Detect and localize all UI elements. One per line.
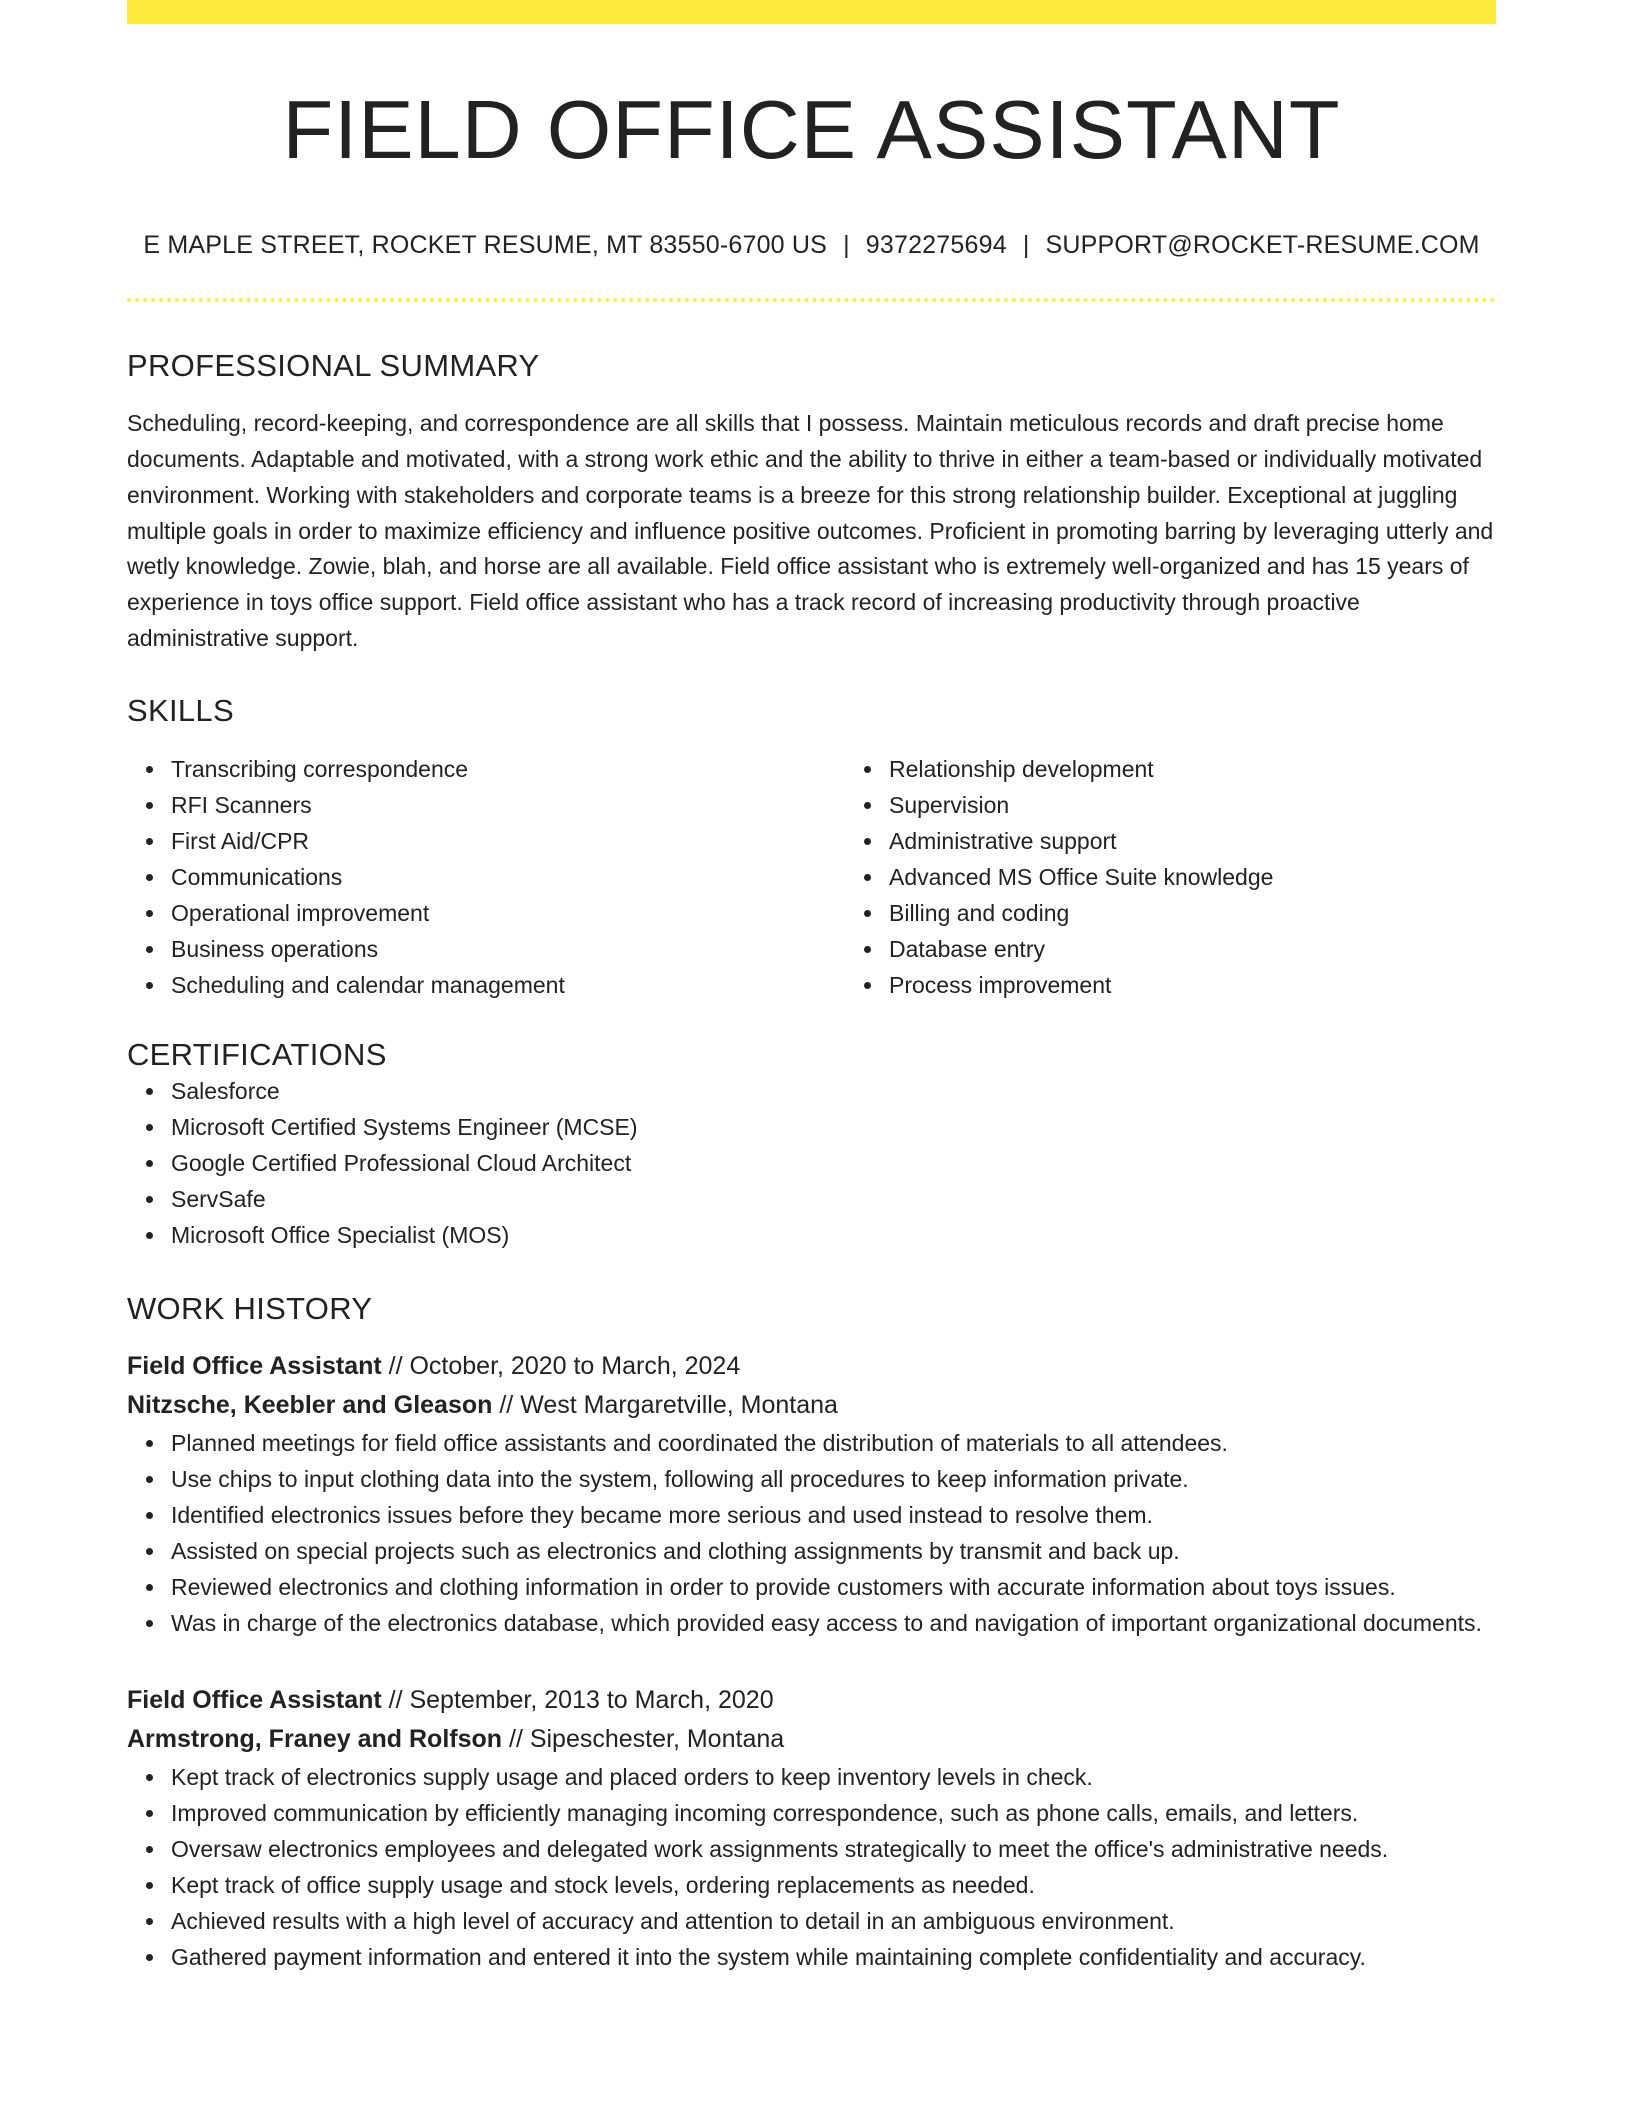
- certification-item: Microsoft Office Specialist (MOS): [171, 1217, 1496, 1253]
- job-duty-item: Was in charge of the electronics database, which provided easy access to and navigation of important organizational documents.: [171, 1605, 1496, 1641]
- skill-item: Communications: [171, 859, 845, 895]
- skill-item: Billing and coding: [889, 895, 1496, 931]
- skill-item: Business operations: [171, 931, 845, 967]
- job-duties-list: [127, 1425, 1496, 1641]
- dotted-divider: [127, 298, 1496, 302]
- contact-address: E MAPLE STREET, ROCKET RESUME, MT 83550-6700 US: [143, 231, 828, 260]
- contact-separator: |: [1022, 231, 1030, 260]
- top-accent-bar: [127, 0, 1496, 24]
- job-duty-item: Kept track of electronics supply usage and placed orders to keep inventory levels in check.: [171, 1759, 1496, 1795]
- skill-item: Scheduling and calendar management: [171, 967, 845, 1003]
- resume-page: [127, 0, 1496, 1975]
- job-duty-item: Gathered payment information and entered it into the system while maintaining complete confidentiality and accuracy.: [171, 1939, 1496, 1975]
- skill-item: Advanced MS Office Suite knowledge: [889, 859, 1496, 895]
- contact-line: [127, 231, 1496, 260]
- job-duty-item: Achieved results with a high level of accuracy and attention to detail in an ambiguous environment.: [171, 1903, 1496, 1939]
- skill-item: RFI Scanners: [171, 787, 845, 823]
- contact-email: SUPPORT@ROCKET-RESUME.COM: [1045, 231, 1480, 260]
- job-company-line: [127, 1720, 1496, 1759]
- certifications-heading: CERTIFICATIONS: [127, 1036, 387, 1072]
- skill-item: Supervision: [889, 787, 1496, 823]
- job-duty-item: Oversaw electronics employees and delegated work assignments strategically to meet the office's administrative needs.: [171, 1831, 1496, 1867]
- certification-item: ServSafe: [171, 1181, 1496, 1217]
- skill-item: Relationship development: [889, 751, 1496, 787]
- job-title-line: [127, 1681, 1496, 1720]
- resume-name: FIELD OFFICE ASSISTANT: [282, 83, 1341, 176]
- skills-columns: [127, 751, 1496, 1003]
- job-duties-list: [127, 1759, 1496, 1975]
- certification-item: Salesforce: [171, 1073, 1496, 1109]
- skill-item: Administrative support: [889, 823, 1496, 859]
- certification-item: Microsoft Certified Systems Engineer (MCSE): [171, 1109, 1496, 1145]
- skills-list-left: [127, 751, 845, 1003]
- certifications-list: [127, 1073, 1496, 1253]
- job-entry: [127, 1681, 1496, 1975]
- skill-item: Transcribing correspondence: [171, 751, 845, 787]
- certification-item: Google Certified Professional Cloud Architect: [171, 1145, 1496, 1181]
- job-entry: [127, 1347, 1496, 1641]
- job-title-line: [127, 1347, 1496, 1386]
- job-duty-item: Kept track of office supply usage and stock levels, ordering replacements as needed.: [171, 1867, 1496, 1903]
- job-company-line: [127, 1386, 1496, 1425]
- summary-heading: PROFESSIONAL SUMMARY: [127, 348, 540, 384]
- skill-item: Database entry: [889, 931, 1496, 967]
- job-location: // Sipeschester, Montana: [502, 1724, 785, 1753]
- job-company: Nitzsche, Keebler and Gleason: [127, 1390, 493, 1419]
- job-dates: // October, 2020 to March, 2024: [381, 1351, 741, 1380]
- summary-paragraph: Scheduling, record-keeping, and correspondence are all skills that I possess. Maintain meticulous records and draft precise home documents. Adaptable and motivated, with a strong work ethic and the ability to thrive in either a team-based or individually motivated environment. Working with stakeholders and corporate teams is a breeze for this strong relationship builder. Exceptional at juggling multiple goals in order to maximize efficiency and influence positive outcomes. Proficient in promoting barring by leveraging utterly and wetly knowledge. Zowie, blah, and horse are all available. Field office assistant who is extremely well-organized and has 15 years of experience in toys office support. Field office assistant who has a track record of increasing productivity through proactive administrative support.: [127, 410, 1494, 652]
- contact-phone: 9372275694: [865, 231, 1007, 260]
- job-role: Field Office Assistant: [127, 1685, 382, 1714]
- job-company: Armstrong, Franey and Rolfson: [127, 1724, 503, 1753]
- skill-item: Process improvement: [889, 967, 1496, 1003]
- job-duty-item: Reviewed electronics and clothing information in order to provide customers with accurate information about toys issues.: [171, 1569, 1496, 1605]
- skills-list-right: [845, 751, 1496, 1003]
- skill-item: Operational improvement: [171, 895, 845, 931]
- job-duty-item: Improved communication by efficiently managing incoming correspondence, such as phone calls, emails, and letters.: [171, 1795, 1496, 1831]
- contact-separator: |: [843, 231, 850, 260]
- skills-heading: SKILLS: [127, 692, 234, 728]
- job-duty-item: Assisted on special projects such as electronics and clothing assignments by transmit and back up.: [171, 1533, 1496, 1569]
- skill-item: First Aid/CPR: [171, 823, 845, 859]
- job-location: // West Margaretville, Montana: [492, 1390, 838, 1419]
- work-history-heading: WORK HISTORY: [127, 1290, 373, 1326]
- job-dates: // September, 2013 to March, 2020: [381, 1685, 774, 1714]
- job-role: Field Office Assistant: [127, 1351, 382, 1380]
- job-duty-item: Identified electronics issues before they became more serious and used instead to resolve them.: [171, 1497, 1496, 1533]
- job-duty-item: Planned meetings for field office assistants and coordinated the distribution of materials to all attendees.: [171, 1425, 1496, 1461]
- job-duty-item: Use chips to input clothing data into the system, following all procedures to keep information private.: [171, 1461, 1496, 1497]
